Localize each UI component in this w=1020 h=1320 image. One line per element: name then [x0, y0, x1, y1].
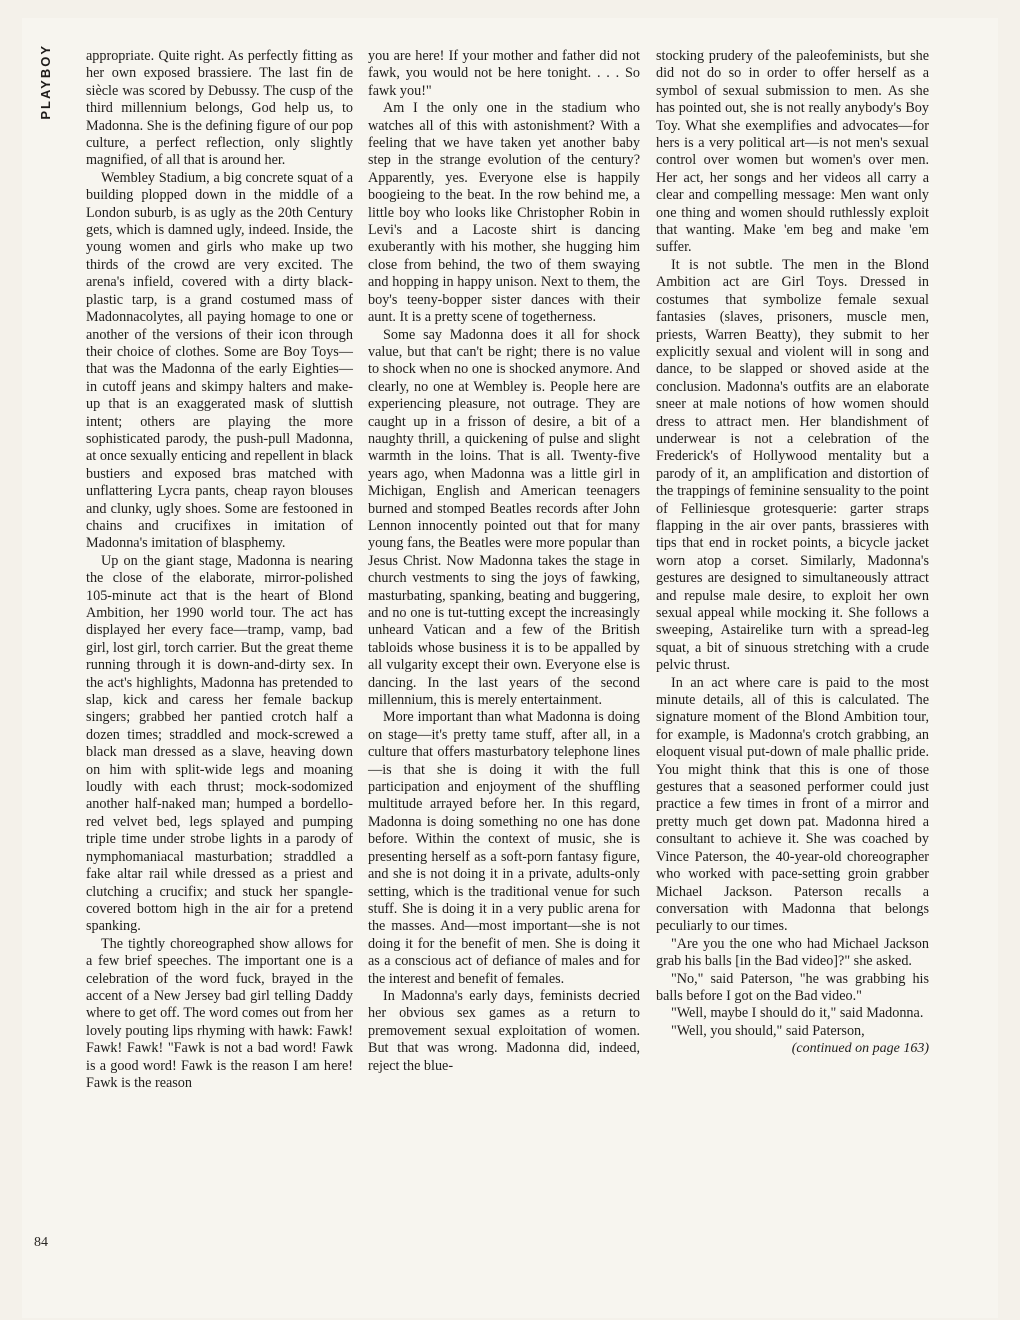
paragraph: "No," said Paterson, "he was grabbing his balls before I got on the Bad video."	[656, 970, 929, 1004]
masthead-playboy: PLAYBOY	[38, 44, 53, 120]
paragraph: In Madonna's early days, feminists decried her obvious sex games as a return to premovement sexual exploitation of women. But that was wrong. Madonna did, indeed, reject the blue-	[368, 987, 640, 1074]
paragraph: stocking prudery of the paleofeminists, but she did not do so in order to offer herself as a symbol of sexual submission to men. As she has pointed out, she is not really anybody's Boy Toy. What she exemplifies and advocates—for hers is a very political art—is not men's sexual control over women but women's over men. Her act, her songs and her videos all carry a clear and compelling message: Men want only one thing and women should ruthlessly exploit that wanting. Make 'em beg and make 'em suffer.	[656, 48, 929, 256]
paragraph: It is not subtle. The men in the Blond Ambition act are Girl Toys. Dressed in costumes that symbolize female sexual fantasies (slaves, prisoners, muscle men, priests, Warren Beatty), they submit to her explicitly sexual and violent will in song and dance, to be slapped or shoved aside at the conclusion. Madonna's outfits are an elaborate sneer at male notions of how women should dress to attract men. Her blandishment of underwear is not a celebration of the Frederick's of Hollywood mentality but a parody of it, an amplification and distortion of the trappings of feminine sensuality to the point of Felliniesque grotesquerie: garter straps flapping in the air over pants, brassieres with tips that end in rocket points, a bicycle jacket worn atop a corset. Similarly, Madonna's gestures are designed to simultaneously attract and repulse male desire, to exploit her own sexual appeal while mocking it. She follows a sweeping, Astairelike turn with a spread-leg squat, a bit of sinuous stretching with a crude pelvic thrust.	[656, 256, 929, 674]
paragraph: Some say Madonna does it all for shock value, but that can't be right; there is no value to shock when no one is shocked anymore. And clearly, no one at Wembley is. People here are experiencing pleasure, not outrage. They are caught up in a frisson of desire, a bit of a naughty thrill, a quickening of pulse and slight warmth in the loins. That is all. Twenty-five years ago, when Madonna was a little girl in Michigan, English and American teenagers burned and stomped Beatles records after John Lennon innocently pointed out that for many young fans, the Beatles were more popular than Jesus Christ. Now Madonna takes the stage in church vestments to sing the joys of fawking, masturbating, spanking, beating and buggering, and no one is tut-tutting except the increasingly unheard Vatican and a few of the British tabloids whose business it is to be appalled by all vulgarity except their own. Everyone else is dancing. In the last years of the second millennium, this is merely entertainment.	[368, 326, 640, 709]
paragraph: The tightly choreographed show allows for a few brief speeches. The important one is a celebration of the word fuck, brayed in the accent of a New Jersey bad girl telling Daddy where to get off. The word comes out from her lovely pouting lips rhyming with hawk: Fawk! Fawk! Fawk! "Fawk is not a bad word! Fawk is a good word! Fawk is the reason I am here! Fawk is the reason	[86, 935, 353, 1091]
paragraph: More important than what Madonna is doing on stage—it's pretty tame stuff, after all, in a culture that offers masturbatory telephone lines—is that she is doing it with the full participation and enjoyment of the shuffling multitude arrayed before her. In this regard, Madonna is doing something no one has done before. Within the context of music, she is presenting herself as a soft-porn fantasy figure, and she is not doing it in a private, adults-only setting, which is the traditional venue for such stuff. She is doing it in a very public arena for the masses. And—most important—she is not doing it for the benefit of men. She is doing it as a conscious act of defiance of males and for the interest and benefit of females.	[368, 709, 640, 987]
paragraph: Up on the giant stage, Madonna is nearing the close of the elaborate, mirror-polished 105-minute act that is the heart of Blond Ambition, her 1990 world tour. The act has displayed her every face—tramp, vamp, bad girl, lost girl, torch carrier. But the great theme running through it is down-and-dirty sex. In the act's highlights, Madonna has pretended to slap, kick and caress her female backup singers; grabbed her pantied crotch half a dozen times; straddled and mock-screwed a black man dressed as a slave, heaving down on him with split-wide legs and moaning loudly with each thrust; mock-sodomized another half-naked man; humped a bordello-red velvet bed, legs splayed and pumping triple time under strobe lights in a parody of nymphomaniacal masturbation; straddled a fake altar rail while dressed as a priest and clutching a crucifix; and stuck her spangle-covered bottom high in the air for a pretend spanking.	[86, 552, 353, 935]
paragraph: "Are you the one who had Michael Jackson grab his balls [in the Bad video]?" she asked.	[656, 935, 929, 970]
paragraph: In an act where care is paid to the most minute details, all of this is calculated. The signature moment of the Blond Ambition tour, for example, is Madonna's crotch grabbing, an eloquent visual put-down of male phallic pride. You might think that this is one of those gestures that a seasoned performer could just practice a few times in front of a mirror and pretty much get down pat. Madonna hired a consultant to achieve it. She was coached by Vince Paterson, the 40-year-old choreographer who worked with pace-setting groin grabber Michael Jackson. Paterson recalls a conversation with Madonna that belongs peculiarly to our times.	[656, 674, 929, 935]
paragraph: Wembley Stadium, a big concrete squat of a building plopped down in the middle of a London suburb, is as ugly as the 20th Century gets, which is damned ugly, indeed. Inside, the young women and girls who make up two thirds of the crowd are very excited. The arena's infield, covered with a dirty black-plastic tarp, is a grand costumed mass of Madonnacolytes, all paying homage to one or another of the versions of their icon through their choice of clothes. Some are Boy Toys—that was the Madonna of the early Eighties—in cutoff jeans and skimpy halters and make-up that is an exaggerated mask of sluttish intent; others are playing the more sophisticated parody, the push-pull Madonna, at once sexually enticing and repellent in black bustiers and exposed bras matched with unflattering Lycra pants, cheap rayon blouses and clunky, ugly shoes. Some are festooned in chains and crucifixes in imitation of Madonna's imitation of blasphemy.	[86, 169, 353, 552]
paragraph: appropriate. Quite right. As perfectly fitting as her own exposed brassiere. The last fin de siècle was scored by Debussy. The cusp of the third millennium belongs, God help us, to Madonna. She is the defining figure of our pop culture, a perfect reflection, only slightly magnified, of all that is around her.	[86, 48, 353, 169]
paragraph: "Well, you should," said Paterson,	[671, 1022, 865, 1039]
article-column-3	[656, 48, 929, 1058]
paragraph: you are here! If your mother and father did not fawk, you would not be here tonight. . . . So fawk you!"	[368, 48, 640, 99]
article-column-2	[368, 48, 640, 1075]
continued-note: (continued on page 163)	[791, 1041, 929, 1057]
article-column-1	[86, 48, 353, 1092]
paragraph: Am I the only one in the stadium who watches all of this with astonishment? With a feeling that we have taken yet another baby step in the strange evolution of the century? Apparently, yes. Everyone else is happily boogieing to the beat. In the row behind me, a little boy who looks like Christopher Robin in Levi's and a Lacoste shirt is dancing exuberantly with his mother, she hugging him close from behind, the two of them swaying and hopping in happy unison. Next to them, the boy's teeny-bopper sister dances with their aunt. It is a pretty scene of togetherness.	[368, 100, 640, 326]
page-number: 84	[34, 1235, 48, 1250]
paragraph: "Well, maybe I should do it," said Madonna.	[671, 1005, 924, 1022]
